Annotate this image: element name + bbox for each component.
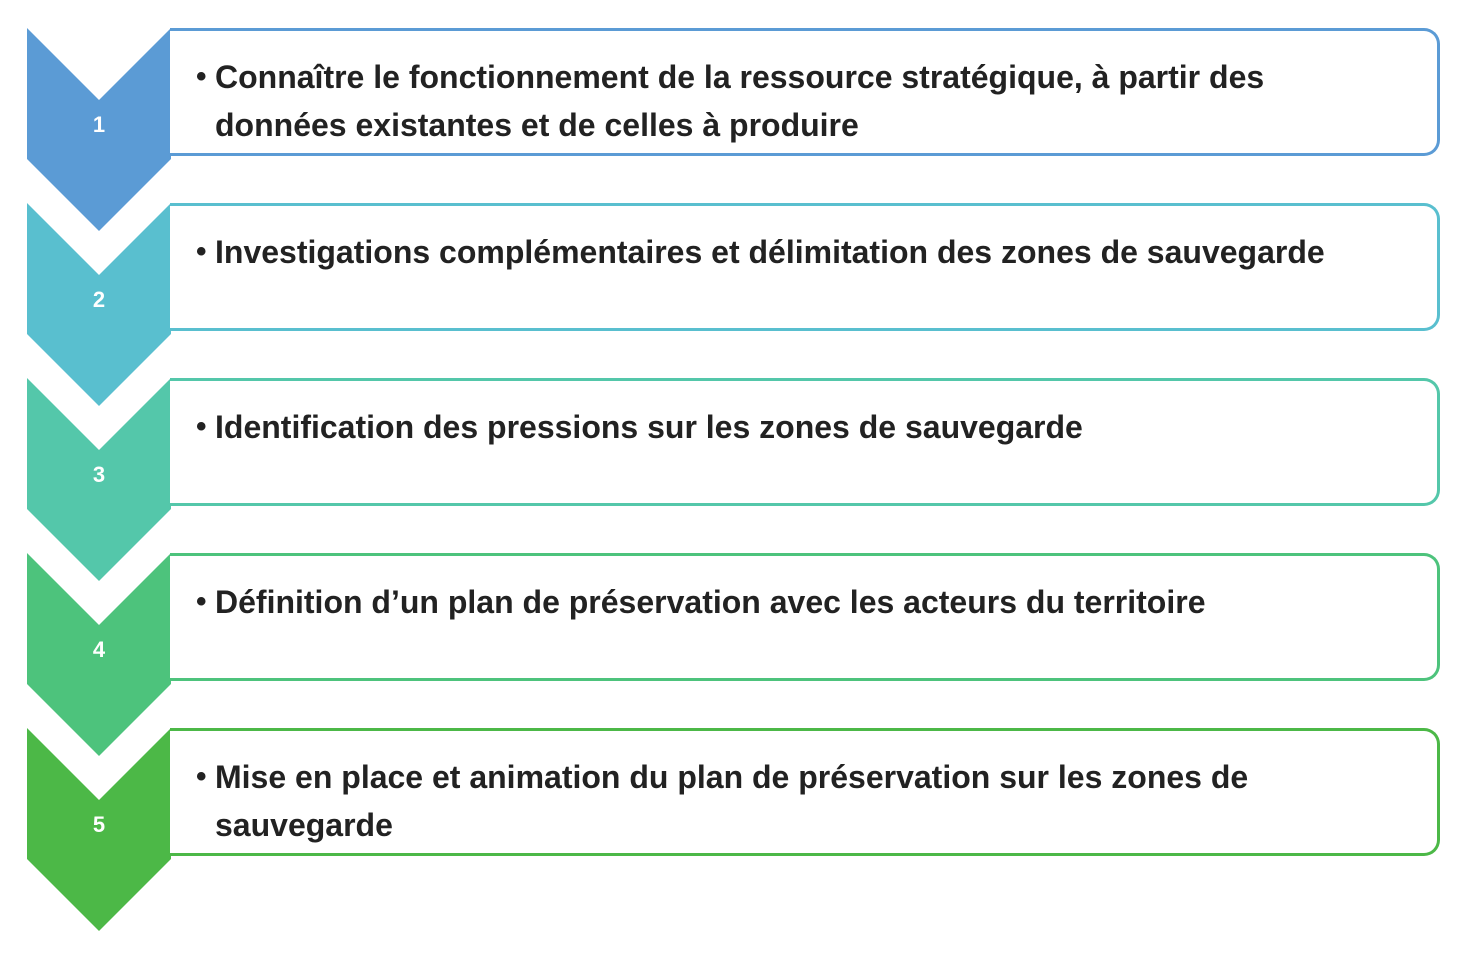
step-3-box [170,378,1440,506]
bullet-icon: • [196,760,207,793]
step-2-text-wrap [196,228,1397,276]
step-4-box [170,553,1440,681]
step-2-number: 2 [92,287,106,312]
step-5-text-wrap [196,753,1397,849]
step-2-box [170,203,1440,331]
step-1-number: 1 [92,112,106,137]
step-2-text: Investigations complémentaires et délimitation des zones de sauvegarde [215,234,1325,270]
step-5 [0,728,1470,933]
bullet-icon: • [196,235,207,268]
step-1-box [170,28,1440,156]
step-5-box [170,728,1440,856]
step-4-number: 4 [92,637,106,662]
bullet-icon: • [196,410,207,443]
step-3-text-wrap [196,403,1397,451]
step-3-text: Identification des pressions sur les zones de sauvegarde [215,409,1083,445]
step-4-text-wrap [196,578,1397,626]
step-5-number: 5 [92,812,106,837]
step-4-text: Définition d’un plan de préservation avec les acteurs du territoire [215,584,1206,620]
step-5-text: Mise en place et animation du plan de préservation sur les zones de sauvegarde [215,759,1249,843]
step-1-text-wrap [196,53,1397,149]
bullet-icon: • [196,60,207,93]
bullet-icon: • [196,585,207,618]
step-3-number: 3 [92,462,106,487]
step-1-text: Connaître le fonctionnement de la ressource stratégique, à partir des données existantes et de celles à produire [215,59,1265,143]
